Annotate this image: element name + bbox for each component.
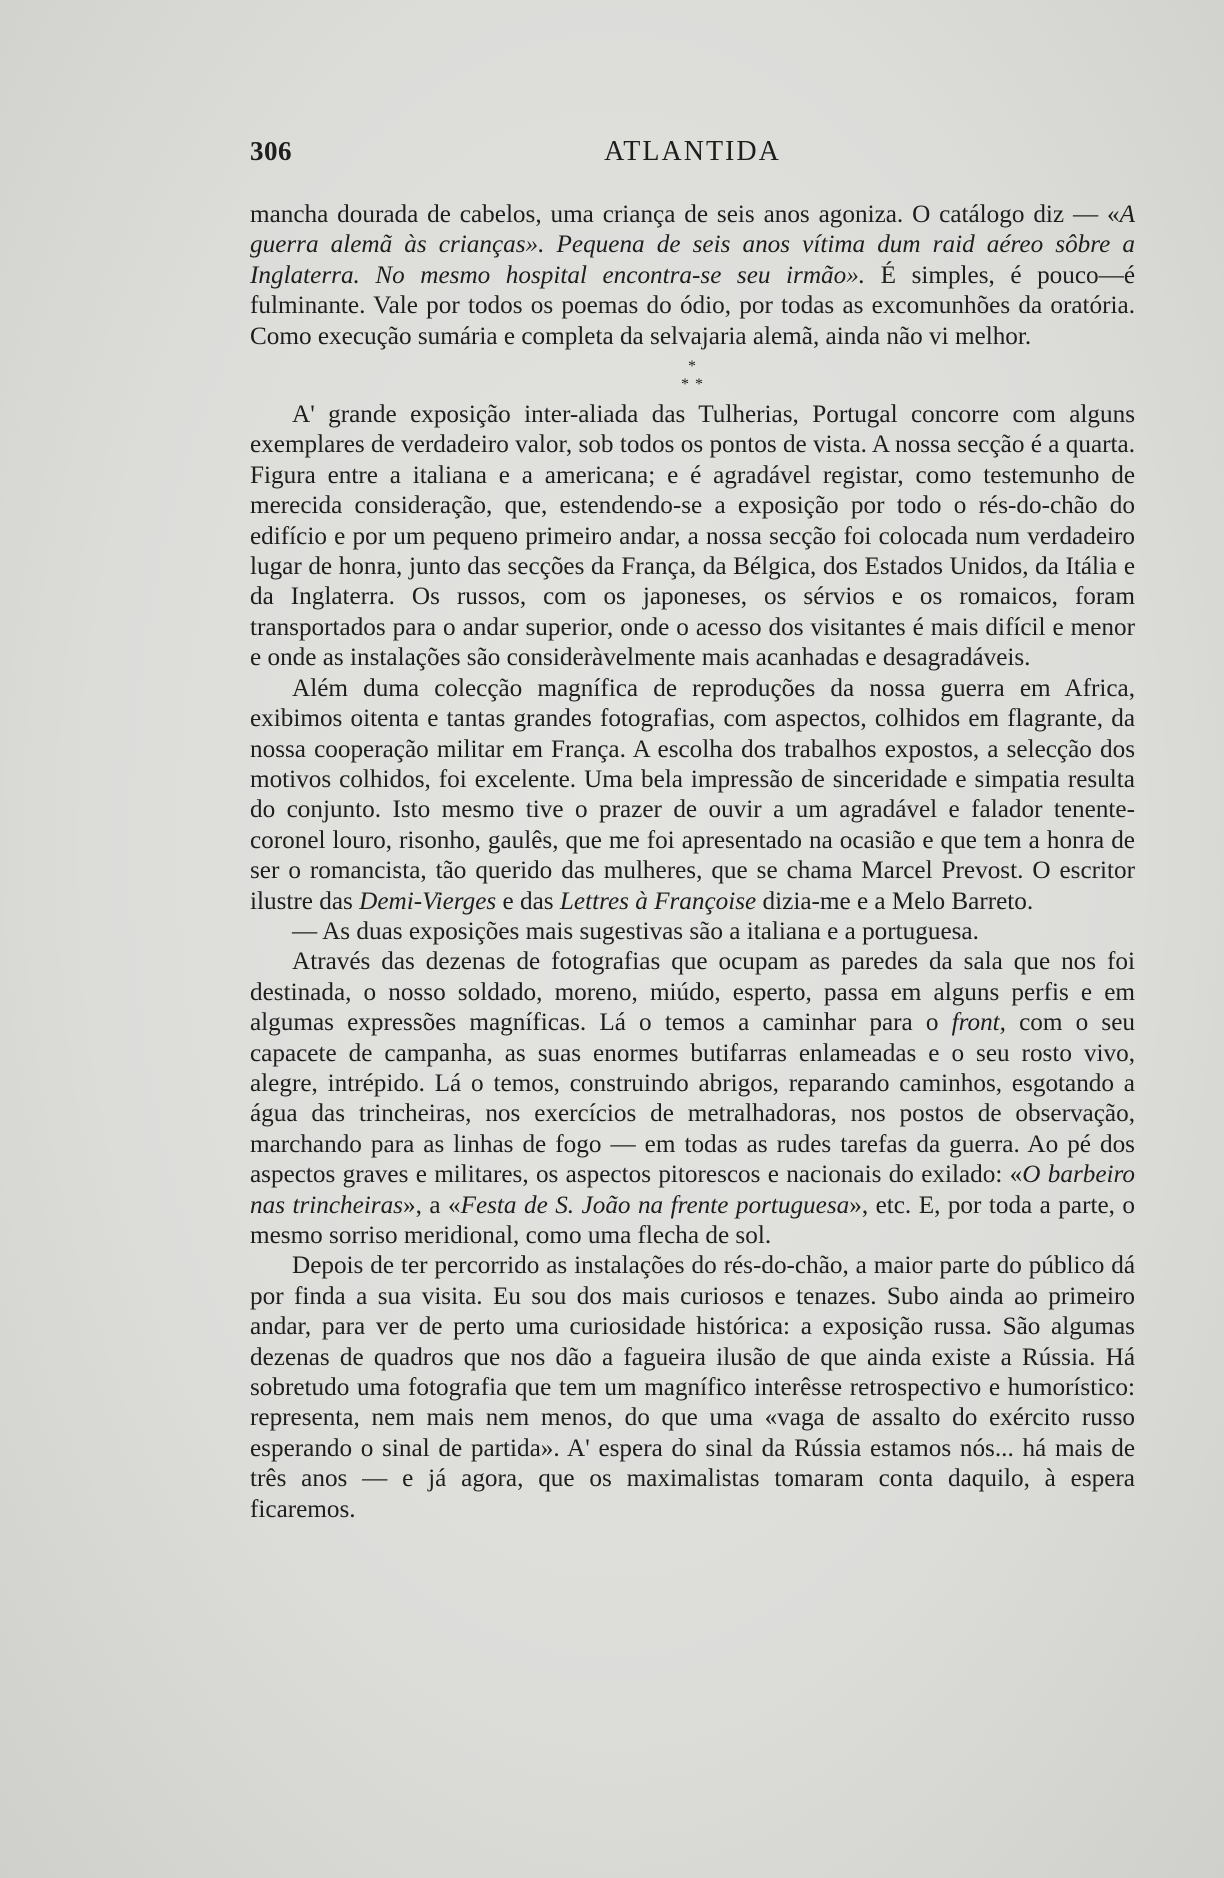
text-run: dizia-me e a Melo Barreto.	[756, 887, 1034, 915]
paragraph-4: — As duas exposições mais sugestivas são a italiana e a portuguesa.	[292, 917, 979, 945]
paragraph-1	[250, 200, 1135, 352]
text-run: com o seu capacete de campanha, as suas enormes butifarras enlameadas e o seu rosto vivo, alegre, intrépido. Lá o temos, construindo abrigos, reparando caminhos, esgotando a água das trincheiras, nos exercícios de metralhadoras, nos postos de observação, marchando para as linhas de fogo — em todas as rudes tarefas da guerra. Ao pé dos aspectos graves e militares, os aspectos pitorescos e nacionais do exilado: «	[250, 1009, 1135, 1189]
italic-run: O barbeiro nas trincheiras	[250, 1161, 1135, 1219]
text-run: Além duma colecção magnífica de reproduções da nossa guerra em Africa, exibimos oitenta e tantas grandes fotografias, com aspectos, colhidos em flagrante, da nossa cooperação militar em França. A escolha dos trabalhos expostos, a selecção dos motivos colhidos, foi excelente. Uma bela impressão de sinceridade e simpatia resulta do conjunto. Isto mesmo tive o prazer de ouvir a um agradável e falador tenente-coronel louro, risonho, gaulês, que me foi apresentado na ocasião e que tem a honra de ser o romancista, tão querido das mulheres, que se chama Marcel Prevost. O escritor ilustre das	[250, 674, 1135, 915]
text-run: mancha dourada de cabelos, uma criança de seis anos agoniza. O catálogo diz — «	[250, 201, 1120, 228]
asterism-top: *	[688, 358, 697, 376]
text-run: É simples, é pouco—é fulminante. Vale por todos os poemas do ódio, por todas as excomunhões da oratória. Como execução sumária e completa da selvajaria alemã, ainda não vi melhor.	[250, 261, 1135, 350]
italic-run: front,	[951, 1009, 1006, 1037]
paragraph-5	[250, 947, 1135, 1251]
paragraph-2: A' grande exposição inter-aliada das Tulherias, Portugal concorre com alguns exemplares de verdadeiro valor, sob todos os pontos de vista. A nossa secção é a quarta. Figura entre a italiana e a americana; e é agradável registar, como testemunho de merecida consideração, que, estendendo-se a exposição por todo o rés-do-chão do edifício e por um pequeno primeiro andar, a nossa secção foi colocada num verdadeiro lugar de honra, junto das secções da França, da Bélgica, dos Estados Unidos, da Itália e da Inglaterra. Os russos, com os japoneses, os sérvios e os romaicos, foram transportados para o andar superior, onde o acesso dos visitantes é mais difícil e menor e onde as instalações são consideràvelmente mais acanhadas e desagradáveis.	[250, 401, 1135, 672]
italic-run: Festa de S. João na frente portuguesa	[460, 1191, 850, 1219]
running-title: ATLANTIDA	[604, 136, 781, 167]
page-body	[250, 200, 1135, 1525]
paragraph-6: Depois de ter percorrido as instalações do rés-do-chão, a maior parte do público dá por finda a sua visita. Eu sou dos mais curiosos e tenazes. Subo ainda ao primeiro andar, para ver de perto uma curiosidade histórica: a exposição russa. São algumas dezenas de quadros que nos dão a fagueira ilusão de que ainda existe a Rússia. Há sobretudo uma fotografia que tem um magnífico interêsse retrospectivo e humorístico: representa, nem mais nem menos, do que uma «vaga de assalto do exército russo esperando o sinal de partida». A' espera do sinal da Rússia estamos nós... há mais de três anos — e já agora, que os maximalistas tomaram conta daquilo, à espera ficaremos.	[250, 1252, 1135, 1523]
text-run: », a «	[402, 1191, 461, 1219]
text-run: e das	[496, 887, 560, 915]
italic-run: Lettres à Françoise	[559, 887, 757, 915]
asterism-divider	[250, 358, 1135, 394]
text-run: Através das dezenas de fotografias que ocupam as paredes da sala que nos foi destinada, o nosso soldado, moreno, miúdo, esperto, passa em alguns perfis e em algumas expressões magníficas. Lá o temos a caminhar para o	[250, 948, 1135, 1037]
text-run: », etc. E, por toda a parte, o mesmo sorriso meridional, como uma flecha de sol.	[250, 1191, 1135, 1249]
italic-run: A guerra alemã às crianças». Pequena de seis anos vítima dum raid aéreo sôbre a Inglaterra. No mesmo hospital encontra-se seu irmão».	[250, 201, 1135, 289]
page-header	[250, 136, 1135, 172]
asterism-bottom: * *	[681, 376, 704, 394]
paragraph-3	[250, 674, 1135, 917]
italic-run: Demi-Vierges	[359, 887, 497, 915]
page-number: 306	[250, 136, 292, 166]
